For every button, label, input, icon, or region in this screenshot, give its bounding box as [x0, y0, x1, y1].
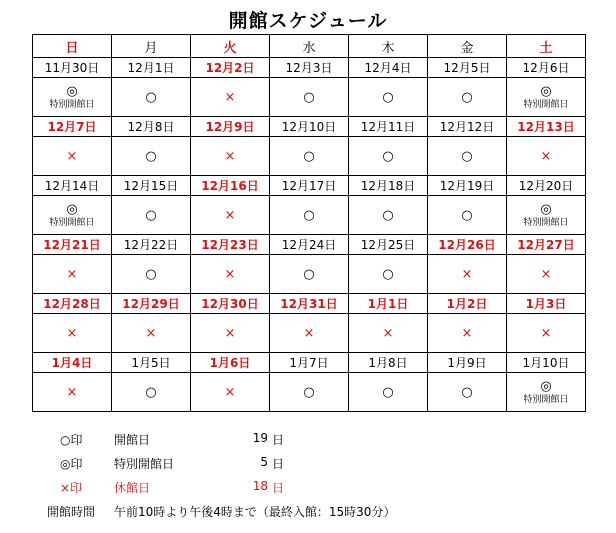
status-cell	[428, 373, 507, 412]
status-mark: ◎	[66, 201, 78, 217]
status-mark: ×	[461, 266, 473, 282]
date-cell: 12月28日	[33, 294, 112, 314]
status-mark: ×	[540, 266, 552, 282]
date-cell: 12月30日	[191, 294, 270, 314]
date-cell: 12月13日	[507, 117, 586, 137]
status-mark: ◎	[540, 378, 552, 394]
status-mark: ○	[461, 148, 473, 164]
status-cell	[33, 196, 112, 235]
date-row	[33, 117, 586, 137]
legend-unit: 日	[272, 457, 285, 471]
special-open-label: 特別開館日	[523, 217, 569, 228]
status-cell	[191, 314, 270, 353]
date-cell: 12月6日	[507, 58, 586, 78]
date-cell: 1月5日	[112, 353, 191, 373]
status-mark: ○	[461, 89, 473, 105]
legend-mark: ○印	[60, 433, 83, 447]
date-cell: 12月1日	[112, 58, 191, 78]
legend-count: 18	[252, 479, 268, 493]
status-mark: ○	[303, 207, 315, 223]
date-cell: 12月26日	[428, 235, 507, 255]
status-cell	[349, 314, 428, 353]
status-cell	[191, 78, 270, 117]
special-open-label: 特別開館日	[49, 217, 95, 228]
date-cell: 12月24日	[270, 235, 349, 255]
date-cell: 12月12日	[428, 117, 507, 137]
status-cell	[191, 137, 270, 176]
status-cell	[349, 373, 428, 412]
status-cell	[33, 137, 112, 176]
date-cell: 11月30日	[33, 58, 112, 78]
status-mark: ◎	[66, 83, 78, 99]
status-mark: ○	[461, 384, 473, 400]
date-cell: 12月22日	[112, 235, 191, 255]
status-mark: ○	[303, 384, 315, 400]
status-cell	[349, 137, 428, 176]
date-cell: 1月2日	[428, 294, 507, 314]
status-cell	[428, 255, 507, 294]
weekday-header-row	[33, 35, 586, 58]
status-cell	[112, 314, 191, 353]
status-mark: ○	[303, 266, 315, 282]
status-mark: ○	[382, 384, 394, 400]
status-cell	[270, 137, 349, 176]
weekday-header: 金	[428, 35, 507, 58]
date-cell: 12月11日	[349, 117, 428, 137]
date-cell: 1月8日	[349, 353, 428, 373]
status-row	[33, 137, 586, 176]
legend-unit: 日	[272, 481, 285, 495]
date-cell: 12月14日	[33, 176, 112, 196]
status-cell	[428, 196, 507, 235]
calendar-table	[32, 34, 586, 412]
legend-mark: ◎印	[60, 457, 83, 471]
date-cell: 12月2日	[191, 58, 270, 78]
date-row	[33, 294, 586, 314]
status-cell	[428, 78, 507, 117]
status-cell	[507, 373, 586, 412]
status-mark: ○	[303, 89, 315, 105]
status-cell	[191, 373, 270, 412]
status-row	[33, 314, 586, 353]
status-mark: ○	[382, 266, 394, 282]
special-open-label: 特別開館日	[523, 394, 569, 405]
status-mark: ×	[224, 89, 236, 105]
legend-mark: ×印	[60, 481, 83, 495]
date-cell: 12月29日	[112, 294, 191, 314]
date-cell: 12月15日	[112, 176, 191, 196]
date-cell: 12月8日	[112, 117, 191, 137]
status-mark: ○	[145, 384, 157, 400]
hours-label: 開館時間	[47, 505, 96, 519]
status-cell	[112, 255, 191, 294]
status-mark: ×	[224, 266, 236, 282]
status-mark: ×	[540, 148, 552, 164]
status-cell	[33, 373, 112, 412]
status-mark: ×	[382, 325, 394, 341]
date-cell: 12月18日	[349, 176, 428, 196]
status-mark: ×	[66, 148, 78, 164]
date-cell: 12月7日	[33, 117, 112, 137]
date-cell: 12月3日	[270, 58, 349, 78]
date-cell: 12月16日	[191, 176, 270, 196]
date-cell: 12月10日	[270, 117, 349, 137]
date-cell: 12月4日	[349, 58, 428, 78]
status-mark: ×	[224, 325, 236, 341]
status-mark: ○	[461, 207, 473, 223]
date-cell: 12月5日	[428, 58, 507, 78]
date-cell: 12月19日	[428, 176, 507, 196]
status-cell	[112, 78, 191, 117]
status-mark: ○	[382, 207, 394, 223]
status-mark: ×	[224, 148, 236, 164]
legend-unit: 日	[272, 433, 285, 447]
special-open-label: 特別開館日	[523, 99, 569, 110]
date-cell: 12月27日	[507, 235, 586, 255]
status-mark: ×	[224, 207, 236, 223]
hours-text: 午前10時より午後4時まで（最終入館：15時30分）	[114, 505, 396, 519]
date-cell: 1月1日	[349, 294, 428, 314]
date-cell: 1月6日	[191, 353, 270, 373]
date-cell: 12月25日	[349, 235, 428, 255]
status-row	[33, 373, 586, 412]
status-mark: ×	[145, 325, 157, 341]
date-row	[33, 235, 586, 255]
status-mark: ○	[145, 266, 157, 282]
status-mark: ×	[540, 325, 552, 341]
status-mark: ○	[145, 148, 157, 164]
date-row	[33, 58, 586, 78]
weekday-header: 月	[112, 35, 191, 58]
status-mark: ◎	[540, 83, 552, 99]
legend-label: 開館日	[114, 433, 151, 447]
date-cell: 1月7日	[270, 353, 349, 373]
status-cell	[507, 78, 586, 117]
status-mark: ◎	[540, 201, 552, 217]
date-cell: 12月21日	[33, 235, 112, 255]
page-title: 開館スケジュール	[228, 10, 388, 32]
status-cell	[507, 255, 586, 294]
legend-count: 5	[260, 455, 268, 469]
legend-label: 休館日	[114, 481, 151, 495]
legend-count: 19	[252, 431, 268, 445]
status-cell	[112, 373, 191, 412]
date-cell: 12月20日	[507, 176, 586, 196]
weekday-header: 水	[270, 35, 349, 58]
status-cell	[428, 137, 507, 176]
date-cell: 12月31日	[270, 294, 349, 314]
date-row	[33, 176, 586, 196]
status-cell	[270, 373, 349, 412]
status-cell	[349, 196, 428, 235]
status-cell	[507, 137, 586, 176]
weekday-header: 木	[349, 35, 428, 58]
status-mark: ×	[303, 325, 315, 341]
status-cell	[112, 196, 191, 235]
status-cell	[191, 196, 270, 235]
status-cell	[270, 255, 349, 294]
date-cell: 1月4日	[33, 353, 112, 373]
status-mark: ×	[66, 266, 78, 282]
date-cell: 12月9日	[191, 117, 270, 137]
status-cell	[191, 255, 270, 294]
status-cell	[33, 314, 112, 353]
status-mark: ×	[461, 325, 473, 341]
weekday-header: 日	[33, 35, 112, 58]
special-open-label: 特別開館日	[49, 99, 95, 110]
status-mark: ○	[145, 89, 157, 105]
status-mark: ○	[382, 148, 394, 164]
date-cell: 1月3日	[507, 294, 586, 314]
status-cell	[33, 255, 112, 294]
legend-label: 特別開館日	[114, 457, 175, 471]
status-cell	[33, 78, 112, 117]
status-row	[33, 78, 586, 117]
status-row	[33, 255, 586, 294]
status-mark: ×	[66, 384, 78, 400]
date-cell: 1月9日	[428, 353, 507, 373]
status-mark: ×	[66, 325, 78, 341]
date-cell: 12月23日	[191, 235, 270, 255]
status-cell	[270, 196, 349, 235]
status-cell	[428, 314, 507, 353]
status-row	[33, 196, 586, 235]
date-row	[33, 353, 586, 373]
weekday-header: 火	[191, 35, 270, 58]
status-cell	[349, 255, 428, 294]
status-mark: ○	[303, 148, 315, 164]
status-mark: ○	[382, 89, 394, 105]
status-cell	[270, 314, 349, 353]
status-cell	[507, 314, 586, 353]
weekday-header: 土	[507, 35, 586, 58]
status-mark: ×	[224, 384, 236, 400]
date-cell: 1月10日	[507, 353, 586, 373]
status-cell	[270, 78, 349, 117]
date-cell: 12月17日	[270, 176, 349, 196]
status-cell	[507, 196, 586, 235]
status-mark: ○	[145, 207, 157, 223]
status-cell	[112, 137, 191, 176]
status-cell	[349, 78, 428, 117]
